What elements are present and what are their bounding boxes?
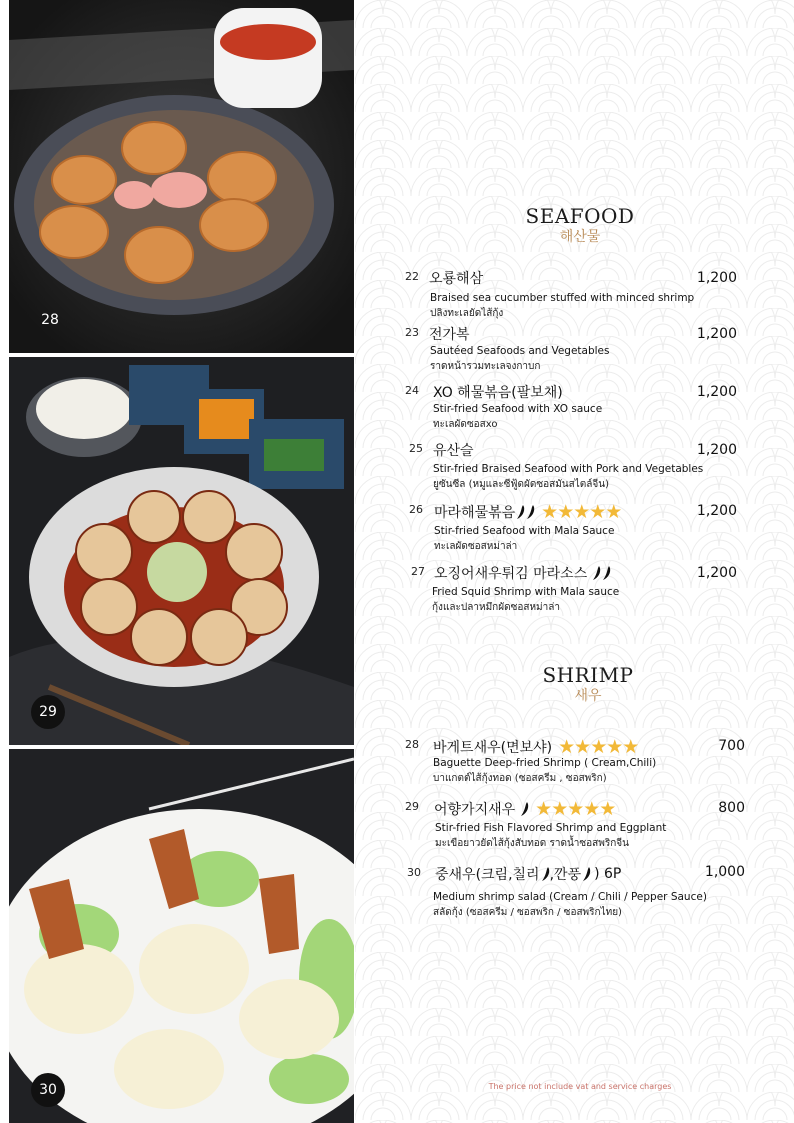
section-title-ko: 새우 [574, 688, 602, 704]
item-number: 26 [409, 503, 423, 516]
item-name-en: Stir-fried Seafood with XO sauce [433, 403, 603, 415]
item-name-ko: 오룡해삼 [429, 271, 484, 287]
price-disclaimer: The price not include vat and service charges [488, 1082, 672, 1091]
item-name-ko: XO 해물볶음(팔보채) [433, 385, 563, 401]
item-number: 25 [409, 442, 423, 455]
item-name-th: ปลิงทะเลยัดไส้กุ้ง [430, 308, 504, 319]
item-price: 1,200 [696, 270, 737, 286]
section-title-shrimp [488, 663, 688, 705]
item-price: 1,200 [696, 565, 737, 581]
item-name-en: Stir-fried Fish Flavored Shrimp and Eggplant [435, 822, 667, 834]
item-name-ko: 오징어새우튀김 마라소스 [434, 566, 588, 582]
item-name-row [434, 798, 615, 820]
item-name-th: บาแกตต์ไส้กุ้งทอด (ซอสครีม , ซอสพริก) [433, 773, 607, 784]
chili-icon [603, 566, 611, 580]
item-name-th: สลัดกุ้ง (ซอสครีม / ซอสพริก / ซอสพริกไทย) [433, 907, 622, 918]
item-name-ko-part: ) 6P [594, 866, 622, 882]
item-price: 1,200 [696, 326, 737, 342]
item-name-ko: 유산슬 [433, 443, 474, 459]
item-price: 700 [718, 738, 745, 754]
photo-number-badge: 28 [41, 312, 59, 328]
dish-photo-30 [9, 749, 354, 1123]
item-name-th: มะเขือยาวยัดไส้กุ้งสับทอด ราดน้ำซอสพริกจีน [435, 838, 629, 849]
dish-photo-28 [9, 0, 354, 353]
item-name-ko: 전가복 [429, 327, 470, 343]
photo-number-badge: 30 [31, 1073, 65, 1107]
section-title-en: SHRIMP [542, 663, 634, 687]
item-price: 800 [718, 800, 745, 816]
item-name-ko: 마라해물볶음 [434, 505, 516, 521]
item-name-en: Fried Squid Shrimp with Mala sauce [432, 586, 620, 598]
item-number: 22 [405, 270, 419, 283]
item-name-th: ยูซันซีล (หมูและซีฟู้ดผัดซอสมันสไตล์จีน) [433, 479, 609, 490]
section-title-en: SEAFOOD [525, 204, 635, 228]
wave-background-pattern [355, 0, 794, 1123]
item-name-ko: 바게트새우(면보샤) [433, 740, 553, 756]
item-name-en: Medium shrimp salad (Cream / Chili / Pepper Sauce) [433, 891, 707, 903]
dish-photo-30-image [9, 749, 354, 1123]
photo-number-badge: 29 [31, 695, 65, 729]
section-title-seafood [480, 204, 680, 246]
item-name-ko: 어향가지새우 [434, 802, 516, 818]
item-name-row [434, 501, 621, 523]
item-name-en: Stir-fried Seafood with Mala Sauce [434, 525, 615, 537]
item-name-en: Stir-fried Braised Seafood with Pork and Vegetables [433, 463, 704, 475]
item-name-th: ราดหน้ารวมทะเลจงกาบก [430, 361, 541, 372]
chili-icon [583, 867, 591, 881]
item-name-en: Sautéed Seafoods and Vegetables [430, 345, 610, 357]
item-number: 28 [405, 738, 419, 751]
item-number: 27 [411, 565, 425, 578]
item-name-th: ทะเลผัดซอสxo [433, 419, 498, 430]
dish-photo-29 [9, 357, 354, 745]
item-name-row [434, 563, 611, 583]
star-rating: ★★★★★ [541, 501, 622, 523]
item-number: 23 [405, 326, 419, 339]
item-price: 1,200 [696, 384, 737, 400]
item-number: 29 [405, 800, 419, 813]
item-name-row [435, 864, 621, 884]
chili-icon [527, 505, 535, 519]
item-price: 1,000 [704, 864, 745, 880]
item-name-en: Baguette Deep-fried Shrimp ( Cream,Chili) [433, 757, 657, 769]
section-title-ko: 해산물 [559, 229, 601, 245]
item-name-th: กุ้งและปลาหมึกผัดซอสหม่าล่า [432, 602, 561, 613]
item-name-th: ทะเลผัดซอสหม่าล่า [434, 541, 518, 552]
dish-photo-28-image [9, 0, 354, 353]
item-name-ko-part: ,깐풍 [549, 867, 582, 883]
item-price: 1,200 [696, 442, 737, 458]
chili-icon [521, 802, 529, 816]
item-price: 1,200 [696, 503, 737, 519]
chili-icon [542, 867, 550, 881]
chili-icon [593, 566, 601, 580]
item-number: 30 [407, 866, 421, 879]
dish-photo-29-image [9, 357, 354, 745]
star-rating: ★★★★★ [535, 798, 616, 820]
chili-icon [517, 505, 525, 519]
item-name-en: Braised sea cucumber stuffed with minced shrimp [430, 292, 695, 304]
star-rating: ★★★★★ [558, 736, 639, 758]
item-name-ko: 중새우(크림,칠리 [435, 867, 540, 883]
item-number: 24 [405, 384, 419, 397]
item-name-row [433, 736, 638, 758]
